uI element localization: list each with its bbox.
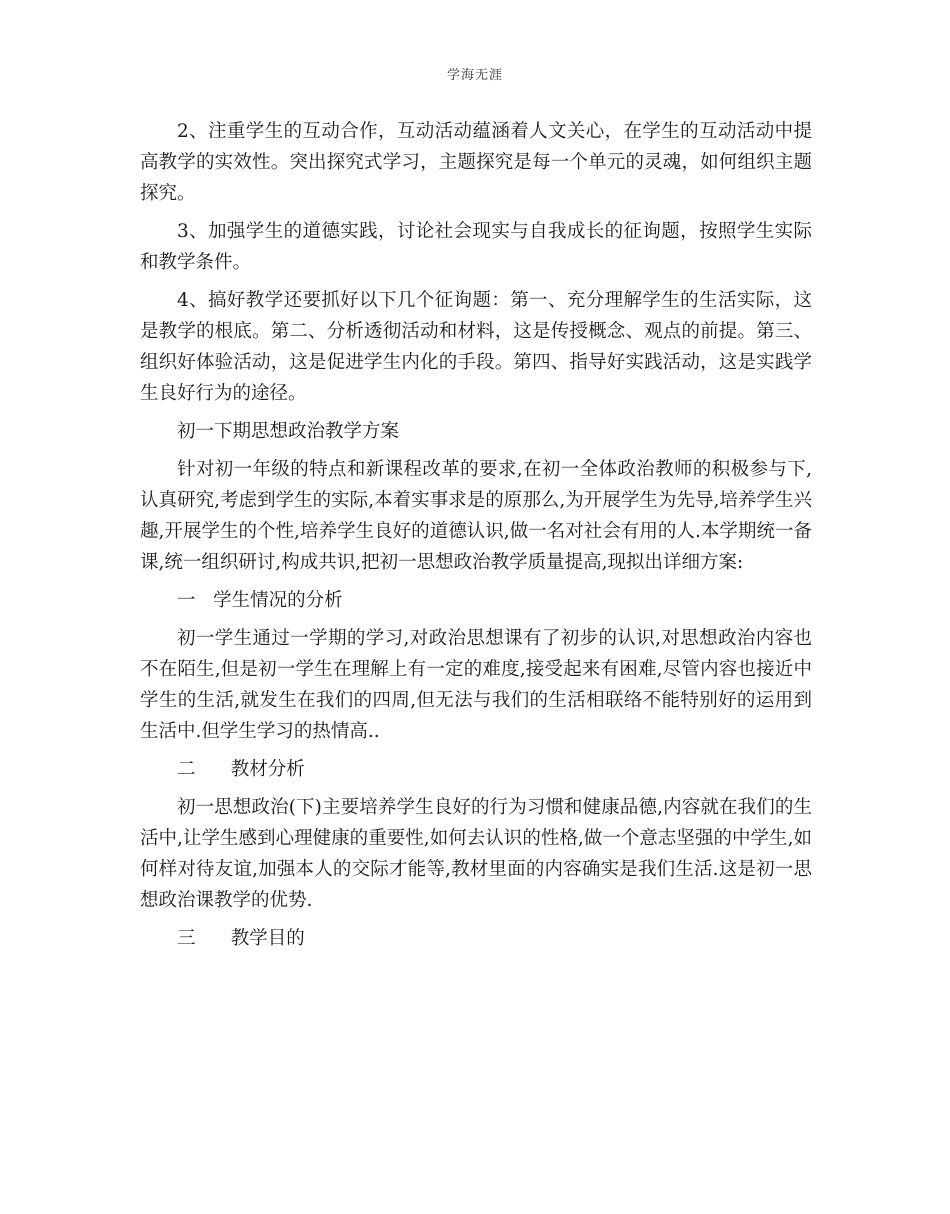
section-heading-teaching-goals: 三 教学目的 [177,928,305,949]
paragraph-teaching-issues: 4、搞好教学还要抓好以下几个征询题：第一、充分理解学生的生活实际，这是教学的根底。第二、分析透彻活动和材料，这是传授概念、观点的前提。第三、组织好体验活动，这是促进学生内化的手段。第四、指导好实践活动，这是实践学生良好行为的途径。 [140,290,812,404]
page-header: 学海无涯 [446,68,503,83]
plan-title: 初一下期思想政治教学方案 [177,421,400,442]
plan-intro: 针对初一年级的特点和新课程改革的要求,在初一全体政治教师的积极参与下,认真研究,考虑到学生的实际,本着实事求是的原那么,为开展学生为先导,培养学生兴趣,开展学生的个性,培养学生良好的道德认识,做一名对社会有用的人.本学期统一备课,统一组织研讨,构成共识,把初一思想政治教学质量提高,现拟出详细方案: [140,459,812,573]
section-body-student-analysis: 初一学生通过一学期的学习,对政治思想课有了初步的认识,对思想政治内容也不在陌生,但是初一学生在理解上有一定的难度,接受起来有困难,尽管内容也接近中学生的生活,就发生在我们的四周,但无法与我们的生活相联络不能特别好的运用到生活中.但学生学习的热情高.. [140,628,812,742]
paragraph-moral-practice: 3、加强学生的道德实践，讨论社会现实与自我成长的征询题，按照学生实际和教学条件。 [140,221,812,273]
paragraph-interaction: 2、注重学生的互动合作，互动活动蕴涵着人文关心，在学生的互动活动中提高教学的实效性。突出探究式学习，主题探究是每一个单元的灵魂，如何组织主题探究。 [140,121,812,204]
document-body [140,116,812,961]
section-heading-textbook-analysis: 二 教材分析 [177,759,305,780]
section-heading-student-analysis: 一 学生情况的分析 [177,590,343,611]
section-body-textbook-analysis: 初一思想政治(下)主要培养学生良好的行为习惯和健康品德,内容就在我们的生活中,让学生感到心理健康的重要性,如何去认识的性格,做一个意志坚强的中学生,如何样对待友谊,加强本人的交际才能等,教材里面的内容确实是我们生活.这是初一思想政治课教学的优势. [140,797,812,911]
